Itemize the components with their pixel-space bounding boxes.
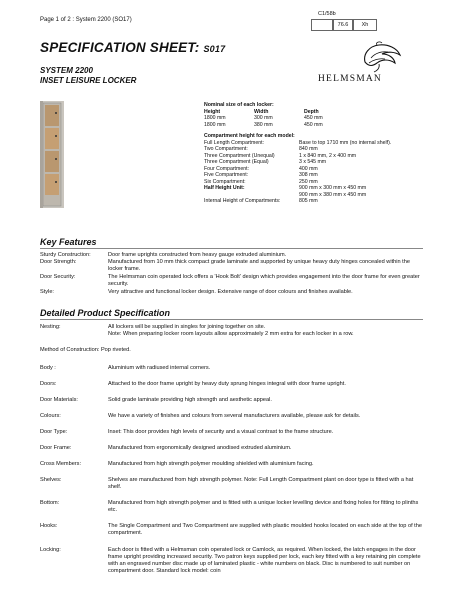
- detail-label: Colours:: [40, 413, 61, 419]
- compartment-label: Full Length Compartment:: [204, 139, 264, 146]
- detail-label: Locking:: [40, 547, 61, 553]
- detail-label: Doors:: [40, 381, 57, 387]
- detail-value: Inset: This door provides high levels of security and a visual contrast to the frame structure.: [108, 429, 334, 435]
- size-cell: 1800 mm: [204, 121, 226, 128]
- helmsman-logo-icon: [355, 40, 407, 74]
- detail-label: Body :: [40, 365, 56, 371]
- detail-row: [40, 523, 423, 537]
- feature-value: Door frame uprights constructed from heavy gauge extruded aluminium.: [108, 252, 287, 258]
- detail-value: [108, 324, 423, 338]
- nominal-heading: Nominal size of each locker:: [204, 102, 274, 108]
- detail-row: [40, 547, 423, 575]
- feature-row: [40, 274, 423, 288]
- compartment-value: 400 mm: [299, 165, 318, 172]
- compartment-label: Six Compartment:: [204, 178, 246, 185]
- feature-label: Door Strength:: [40, 259, 77, 265]
- detail-label: Door Frame:: [40, 445, 72, 451]
- detail-value: Manufactured from ergonomically designed anodised extruded aluminium.: [108, 445, 292, 451]
- feature-label: Door Security:: [40, 274, 76, 280]
- detail-value: The Single Compartment and Two Compartment are supplied with plastic moulded hooks located on each side at the top of the compartment.: [108, 523, 422, 536]
- detail-label: Shelves:: [40, 477, 62, 483]
- detail-value: Each door is fitted with a Helmsman coin operated lock or Camlock, as required. When locked, the latch engages in the door frame upright providing increased security. Two patron keys supplied per lock, each key fitted with a key retaining pin complete with an engraved number disc made up of laminated plastic - white numbers on black. Disc is numbered to suit number on compartment door. Standard lock model: coin: [108, 547, 421, 574]
- compartment-value: Base to top 1710 mm (no internal shelf).: [299, 139, 392, 146]
- method-of-construction: Method of Construction: Pop riveted.: [40, 347, 131, 353]
- compartment-value: 840 mm: [299, 146, 318, 152]
- feature-row: [40, 289, 423, 296]
- compartment-label: Four Compartment:: [204, 165, 249, 172]
- detail-label: Cross Members:: [40, 461, 82, 467]
- spec-block: [204, 102, 409, 205]
- internal-height-value: 805 mm: [299, 198, 318, 204]
- detail-label: Door Materials:: [40, 397, 78, 403]
- compartment-label: Two Compartment:: [204, 146, 248, 152]
- detailed-spec-heading: Detailed Product Specification: [40, 308, 171, 318]
- subtitle: [40, 66, 136, 86]
- ref-box-1: [311, 19, 333, 31]
- size-cell: 450 mm: [304, 121, 323, 128]
- feature-label: Sturdy Construction:: [40, 252, 91, 258]
- detail-value: We have a variety of finishes and colours from several manufacturers available, please ask for details.: [108, 413, 361, 419]
- detail-value: Shelves are manufactured from high strength polymer. Note: Full Length Compartment plant on door type is fitted with a hat shelf.: [108, 477, 414, 490]
- compartment-heading: Compartment height for each model:: [204, 133, 295, 139]
- detail-row: [40, 381, 423, 388]
- title-code: S017: [203, 44, 226, 54]
- compartment-value: 3 x 545 mm: [299, 159, 327, 165]
- detail-label: Bottom:: [40, 500, 60, 506]
- detail-value: Solid grade laminate providing high strength and aesthetic appeal.: [108, 397, 272, 403]
- reference-code: C1/58b: [318, 11, 336, 17]
- compartment-label: Three Compartment (Equal): [204, 159, 269, 165]
- section-divider: [40, 248, 423, 249]
- key-features-heading: Key Features: [40, 237, 97, 247]
- feature-value: The Helmsman coin operated lock offers a 'Hook Bolt' design which provides engagement into the door frame for even greater security.: [108, 274, 420, 287]
- detail-label: Nesting:: [40, 324, 61, 330]
- compartment-label: Three Compartment (Unequal): [204, 152, 275, 159]
- ref-box-2: 76.6: [333, 19, 353, 31]
- detail-label: Door Type:: [40, 429, 68, 435]
- detail-value: Manufactured from high strength polymer and is fitted with a unique locker levelling device and fixing holes for fitting to plinths etc.: [108, 500, 419, 513]
- size-cell: 1800 mm: [204, 115, 226, 121]
- feature-row: [40, 252, 423, 259]
- subtitle-product: INSET LEISURE LOCKER: [40, 76, 137, 85]
- size-cell: 450 mm: [304, 115, 323, 121]
- reference-boxes: [311, 19, 377, 31]
- nesting-text-2: Note: When preparing locker room layouts allow approximately 2 mm extra for each locker in a row.: [108, 331, 354, 337]
- detail-value: Aluminium with radiused internal corners.: [108, 365, 211, 371]
- feature-value: Very attractive and functional locker design. Extensive range of door colours and finishes available.: [108, 289, 353, 295]
- half-height-label: Half Height Unit:: [204, 185, 245, 191]
- half-height-value: 900 mm x 380 mm x 450 mm: [299, 191, 367, 198]
- size-cell: 300 mm: [254, 115, 273, 121]
- detail-label: Hooks:: [40, 523, 58, 529]
- feature-label: Style:: [40, 289, 54, 295]
- col-width: Width: [254, 108, 269, 115]
- size-cell: 380 mm: [254, 121, 273, 128]
- detail-row: [40, 365, 423, 372]
- col-height: Height: [204, 108, 221, 115]
- detail-row: [40, 397, 423, 404]
- feature-value: Manufactured from 10 mm thick compact grade laminate and supported by unique heavy duty hinges concealed within the locker frame.: [108, 259, 410, 272]
- detail-row: [40, 413, 423, 420]
- locker-image: [40, 101, 64, 208]
- detail-row: [40, 445, 423, 452]
- compartment-label: Five Compartment:: [204, 172, 249, 178]
- detail-row: [40, 500, 423, 514]
- internal-height-label: Internal Height of Compartments:: [204, 198, 281, 204]
- col-depth: Depth: [304, 108, 319, 115]
- compartment-value: 308 mm: [299, 172, 318, 178]
- detail-row: [40, 429, 423, 436]
- detail-row: [40, 477, 423, 491]
- detail-row: [40, 461, 423, 468]
- page-indicator: Page 1 of 2 : System 2200 (SO17): [40, 17, 132, 23]
- nesting-text-1: All lockers will be supplied in singles for joining together on site.: [108, 324, 266, 330]
- detail-row-method: [40, 347, 131, 354]
- section-divider: [40, 319, 423, 320]
- feature-row: [40, 259, 423, 273]
- logo-text: HELMSMAN: [318, 74, 382, 84]
- compartment-value: 1 x 840 mm, 2 x 400 mm: [299, 152, 357, 159]
- compartment-value: 250 mm: [299, 178, 318, 185]
- subtitle-system: SYSTEM 2200: [40, 66, 93, 75]
- ref-box-3: Xh: [353, 19, 377, 31]
- detail-value: Manufactured from high strength polymer moulding shielded with aluminium facing.: [108, 461, 314, 467]
- detail-row-nesting: [40, 324, 423, 338]
- page-title: [40, 40, 225, 55]
- half-height-value: 900 mm x 300 mm x 450 mm: [299, 185, 367, 191]
- detail-value: Attached to the door frame upright by heavy duty sprung hinges integral with door frame upright.: [108, 381, 346, 387]
- internal-height-row: [204, 198, 409, 205]
- title-main: SPECIFICATION SHEET:: [40, 40, 200, 55]
